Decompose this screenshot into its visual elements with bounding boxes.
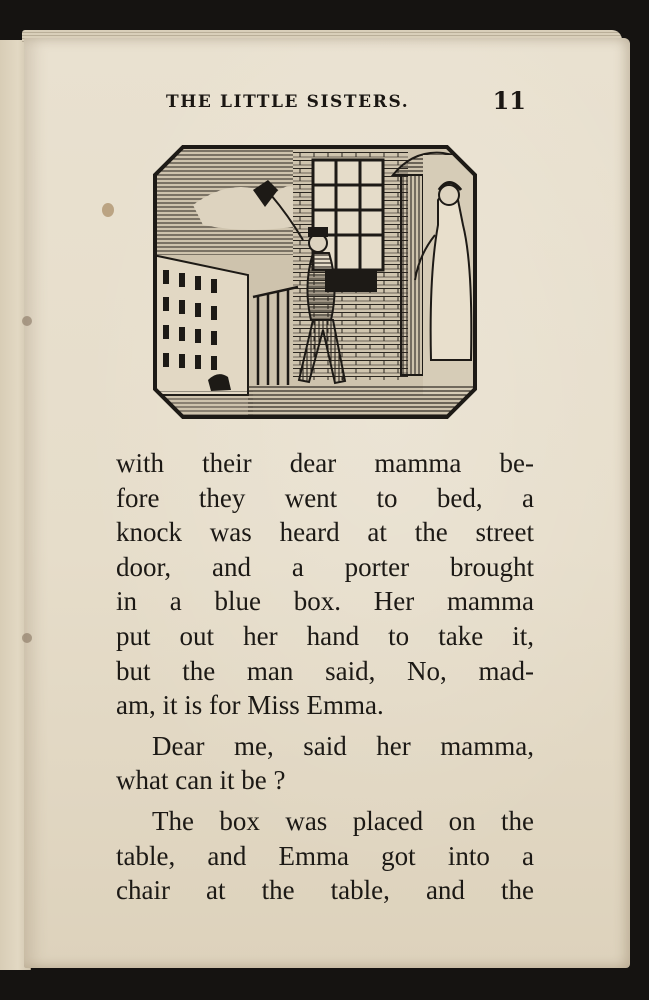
binding-mark <box>22 316 32 326</box>
text-line: am, it is for Miss Emma. <box>116 690 384 721</box>
text-line: in a blue box. Her mamma <box>116 586 534 617</box>
woodcut-illustration-icon <box>153 145 477 419</box>
text-line: but the man said, No, mad- <box>116 655 534 686</box>
text-line: what can it be ? <box>116 765 286 796</box>
ink-stain <box>102 203 114 217</box>
text-line: put out her hand to take it, <box>116 620 534 651</box>
binding-mark <box>22 633 32 643</box>
text-line: fore they went to bed, a <box>116 482 534 513</box>
page-header <box>166 86 526 116</box>
text-line: with their dear mamma be- <box>116 448 534 478</box>
running-head: THE LITTLE SISTERS. <box>166 92 410 112</box>
book-page <box>24 38 630 968</box>
text-line: table, and Emma got into a <box>116 840 534 871</box>
body-text <box>116 446 534 908</box>
text-line: knock was heard at the street <box>116 517 534 548</box>
page-number: 11 <box>492 86 526 115</box>
text-line: chair at the table, and the <box>116 875 534 906</box>
text-line: The box was placed on the <box>152 805 534 836</box>
text-line: Dear me, said her mamma, <box>152 730 534 761</box>
text-line: door, and a porter brought <box>116 551 534 582</box>
